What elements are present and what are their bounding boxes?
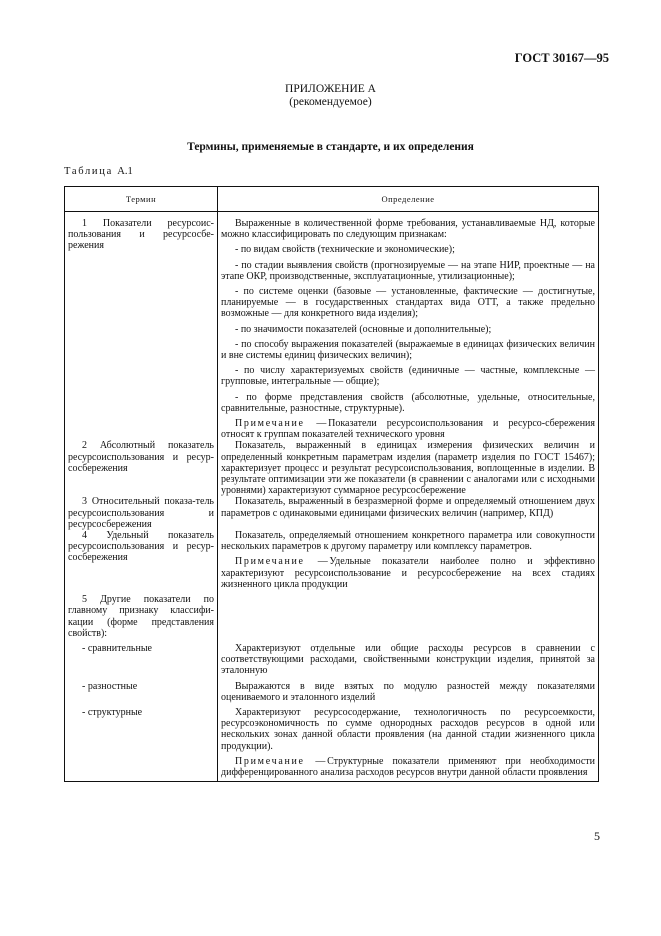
table-row bbox=[65, 212, 599, 441]
definition-cell bbox=[218, 496, 599, 530]
table-row bbox=[65, 496, 599, 530]
term-text: 3 Относительный показа-тель ресурсоиспользования и ресурсосбережения bbox=[68, 496, 214, 530]
definition-cell bbox=[218, 212, 599, 441]
definition-note bbox=[221, 418, 595, 440]
definition-paragraph: - по видам свойств (технические и экономические); bbox=[235, 244, 455, 256]
definition-paragraph: - по стадии выявления свойств (прогнозируемые — на этапе НИР, проектные — на этапе ОКР, производственные, эксплуатационные, утилизационные); bbox=[221, 259, 595, 282]
column-header-term: Термин bbox=[65, 187, 218, 212]
table-row bbox=[65, 590, 599, 639]
terms-table bbox=[64, 186, 599, 782]
term-text: - сравнительные bbox=[82, 642, 152, 654]
term-cell bbox=[65, 590, 218, 639]
note-text: Удельные показатели наиболее полно и эффективно характеризуют ресурсоиспользование и ресурсосбережение на всех стадиях жизненного цикла продукции bbox=[221, 556, 595, 590]
definition-cell bbox=[218, 440, 599, 496]
definition-paragraph: - по форме представления свойств (абсолютные, удельные, относительные, сравнительные, разностные, структурные). bbox=[221, 391, 595, 414]
table-row bbox=[65, 530, 599, 590]
table-label bbox=[64, 166, 133, 177]
appendix-status: (рекомендуемое) bbox=[289, 96, 372, 108]
table-label-prefix: Таблица bbox=[64, 166, 113, 177]
table-header-row bbox=[65, 187, 599, 212]
term-cell bbox=[65, 212, 218, 441]
table-row bbox=[65, 639, 599, 677]
note-label: Примечание — bbox=[235, 755, 328, 767]
term-cell bbox=[65, 639, 218, 677]
definition-paragraph: - по числу характеризуемых свойств (единичные — частные, комплексные — групповые, интегральные — общие); bbox=[221, 365, 595, 388]
term-text: - структурные bbox=[82, 706, 143, 718]
term-text: 2 Абсолютный показатель ресурсоиспользования и ресур-сосбережения bbox=[68, 440, 214, 474]
note-text: Структурные показатели применяют при необходимости дифференцированного анализа расходов ресурсов внутри данной области проявления bbox=[221, 755, 595, 778]
definition-cell bbox=[218, 703, 599, 782]
definition-paragraph: Выраженные в количественной форме требования, устанавливаемые НД, которые можно классифицировать по следующим признакам: bbox=[221, 218, 595, 241]
column-header-definition: Определение bbox=[218, 187, 599, 212]
term-text: 4 Удельный показатель ресурсоиспользования и ресур-сосбережения bbox=[68, 530, 214, 564]
term-cell bbox=[65, 703, 218, 782]
term-cell bbox=[65, 440, 218, 496]
appendix-heading bbox=[0, 83, 661, 109]
definition-paragraph: Характеризуют ресурсосодержание, технологичность по ресурсоемкости, ресурсоэкономичность по сумме однородных расходов ресурсов в одной или нескольких зонах данной области проявления (на данной стадии жизненного цикла продукции). bbox=[221, 706, 595, 752]
table-row bbox=[65, 703, 599, 782]
table-row bbox=[65, 440, 599, 496]
definition-note bbox=[221, 556, 595, 590]
term-text: 5 Другие показатели по главному признаку классифи-кации (форме представления свойств): bbox=[68, 594, 214, 639]
note-label: Примечание — bbox=[235, 556, 330, 568]
note-label: Примечание — bbox=[235, 418, 329, 430]
page-number: 5 bbox=[594, 829, 600, 843]
term-text: 1 Показатели ресурсоис-пользования и ресурсосбе-режения bbox=[68, 218, 214, 252]
definition-paragraph: - по значимости показателей (основные и дополнительные); bbox=[235, 323, 492, 335]
document-standard-code: ГОСТ 30167—95 bbox=[514, 51, 609, 65]
definition-paragraph: Показатель, выраженный в единицах измерения физических величин и определенный конкретным параметрам изделия (параметр изделия по ГОСТ 15467); характеризует процесс и результат ресурсоиспользования, воплощенные в изделии. В результате оптимизации эти же показатели (в сравнении с аналогами или с исходными уровнями) характеризуют суммарное ресурсосбережение bbox=[221, 440, 595, 497]
definition-note bbox=[221, 756, 595, 778]
table-row bbox=[65, 677, 599, 703]
definition-cell bbox=[218, 639, 599, 677]
term-cell bbox=[65, 677, 218, 703]
table-label-number: А.1 bbox=[117, 166, 133, 177]
definition-paragraph: Характеризуют отдельные или общие расходы ресурсов в сравнении с соответствующими расходами, свойственными конструкции изделия, принятой за эталонную bbox=[221, 642, 595, 677]
term-cell bbox=[65, 496, 218, 530]
definition-paragraph: Выражаются в виде взятых по модулю разностей между показателями оцениваемого и эталонного изделий bbox=[221, 680, 595, 703]
definition-cell bbox=[218, 590, 599, 639]
term-cell bbox=[65, 530, 218, 590]
definition-paragraph: - по системе оценки (базовые — установленные, фактические — достигнутые, планируемые — в государственных стандартах вида ОТТ, а также предельно возможные — для конкретного вида изделия); bbox=[221, 286, 595, 320]
definition-paragraph: Показатель, выраженный в безразмерной форме и определяемый отношением двух параметров с одинаковыми единицами физических величин (например, КПД) bbox=[221, 496, 595, 519]
definition-cell bbox=[218, 677, 599, 703]
definition-cell bbox=[218, 530, 599, 590]
definition-paragraph: - по способу выражения показателей (выражаемые в единицах физических величин и вне системы единиц физических величин); bbox=[221, 338, 595, 362]
section-title: Термины, применяемые в стандарте, и их определения bbox=[187, 141, 474, 153]
note-text: Показатели ресурсоиспользования и ресурсо-сбережения относят к группам показателей технического уровня bbox=[221, 418, 595, 441]
term-text: - разностные bbox=[82, 680, 138, 692]
appendix-title: ПРИЛОЖЕНИЕ А bbox=[285, 83, 376, 95]
definition-paragraph: Показатель, определяемый отношением конкретного параметра или совокупности нескольких параметров к другому параметру или комплексу параметров. bbox=[221, 530, 595, 553]
